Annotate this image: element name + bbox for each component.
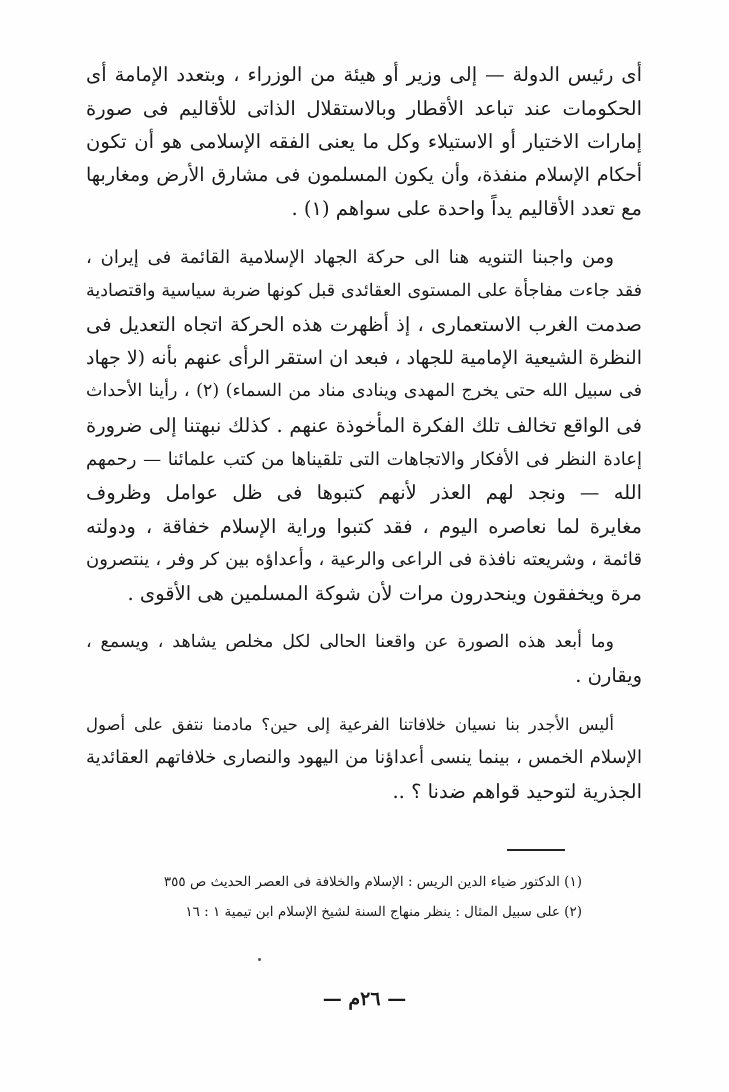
text-line: مرة ويخفقون وينحدرون مرات لأن شوكة المسلمين هى الأقوى . — [127, 581, 642, 605]
footnotes — [120, 867, 582, 927]
scan-speck — [258, 958, 261, 961]
text-line: أليس الأجدر بنا نسيان خلافاتنا الفرعية إلى حين؟ مادمنا نتفق على أصول — [86, 714, 614, 734]
text-line: أحكام الإسلام منفذة، وأن يكون المسلمون فى مشارق الأرض ومغاربها — [86, 163, 642, 186]
paragraph-2 — [86, 241, 642, 611]
text-line: الله — ونجد لهم العذر لأنهم كتبوها فى ظل عوامل وظروف — [86, 481, 642, 505]
text-line: الحكومات عند تباعد الأقطار وبالاستقلال الذاتى للأقاليم فى صورة — [86, 96, 642, 120]
paragraph-4 — [86, 708, 642, 809]
text-line: مع تعدد الأقاليم يداً واحدة على سواهم (١) . — [291, 197, 642, 221]
text-line: فى الواقع تخالف تلك الفكرة المأخوذة عنهم . كذلك نبهتنا إلى ضرورة — [86, 413, 642, 437]
text-line: إعادة النظر فى الأفكار والاتجاهات التى تلقيناها من كتب علمائنا — رحمهم — [86, 448, 642, 470]
text-line: ويقارن . — [575, 664, 642, 688]
body-text — [86, 58, 642, 808]
text-line: فقد جاءت مفاجأة على المستوى العقائدى قبل كونها ضربة سياسية واقتصادية — [86, 280, 642, 301]
text-line: صدمت الغرب الاستعمارى ، إذ أظهرت هذه الحركة اتجاه التعديل فى — [86, 313, 642, 337]
text-line: إمارات الاختيار أو الاستيلاء وكل ما يعنى الفقه الإسلامى هو أن تكون — [86, 130, 642, 154]
footnote-2: (٢) على سبيل المثال : ينظر منهاج السنة لشيخ الإسلام ابن تيمية ١ : ١٦ — [185, 904, 582, 920]
page-number: — ٢٦م — — [322, 988, 407, 1010]
text-line: الإسلام الخمس ، بينما ينسى أعداؤنا من اليهود والنصارى خلافاتهم العقائدية — [86, 747, 642, 769]
text-line: ومن واجبنا التنويه هنا الى حركة الجهاد الإسلامية القائمة فى إيران ، — [86, 246, 614, 268]
text-line: وما أبعد هذه الصورة عن واقعنا الحالى لكل مخلص يشاهد ، ويسمع ، — [86, 631, 614, 652]
text-line: مغايرة لما نعاصره اليوم ، فقد كتبوا وراية الإسلام خفاقة ، ودولته — [86, 514, 642, 538]
paragraph-3 — [86, 626, 642, 693]
footnote-1: (١) الدكتور ضياء الدين الريس : الإسلام والخلافة فى العصر الحديث ص ٣٥٥ — [163, 874, 582, 890]
paragraph-1 — [86, 58, 642, 226]
text-line: فى سبيل الله حتى يخرج المهدى وينادى مناد من السماء) (٢) ، رأينا الأحداث — [86, 381, 643, 402]
text-line: النظرة الشيعية الإمامية للجهاد ، فبعد ان استقر الرأى عنهم بأنه (لا جهاد — [86, 346, 642, 369]
text-line: أى رئيس الدولة — إلى وزير أو هيئة من الوزراء ، وبتعدد الإمامة أى — [86, 63, 642, 86]
text-line: قائمة ، وشريعته نافذة فى الراعى والرعية ، وأعداؤه بين كر وفر ، ينتصرون — [86, 549, 642, 571]
text-line: الجذرية لتوحيد قواهم ضدنا ؟ .. — [392, 779, 642, 803]
footnote-separator — [507, 849, 565, 851]
